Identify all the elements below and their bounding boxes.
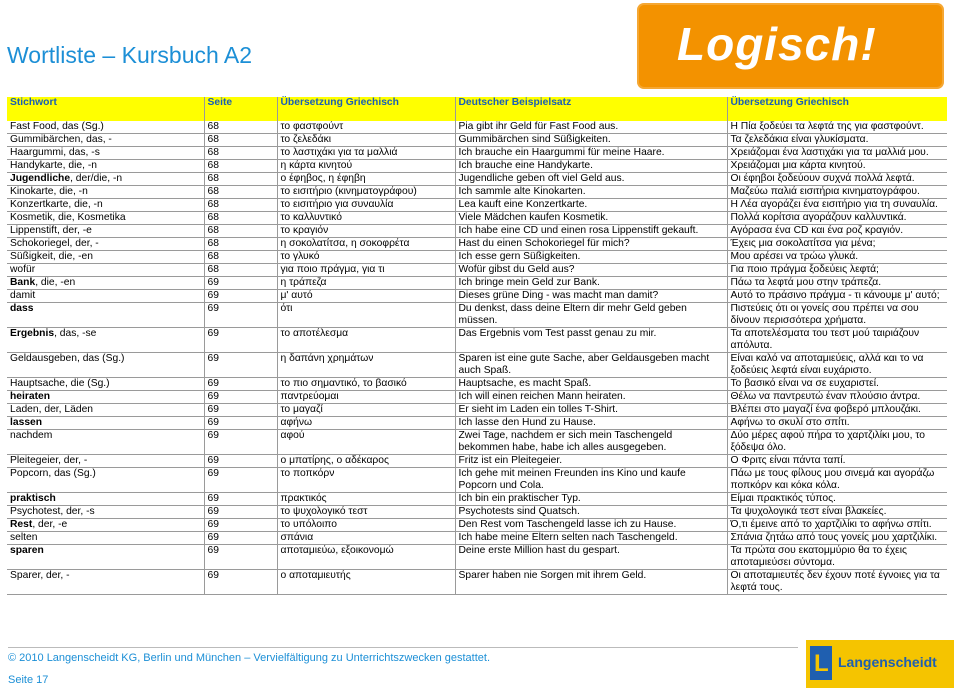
cell-satz-uebersetzung: Θέλω να παντρευτώ έναν πλούσιο άντρα.	[727, 391, 947, 404]
cell-seite: 69	[204, 455, 277, 468]
cell-stichwort	[7, 303, 204, 328]
cell-seite: 69	[204, 468, 277, 493]
cell-beispielsatz: Ich habe eine CD und einen rosa Lippenstift gekauft.	[455, 225, 727, 238]
cell-satz-uebersetzung: Βλέπει στο μαγαζί ένα φοβερό μπλουζάκι.	[727, 404, 947, 417]
table-row	[7, 173, 947, 186]
cell-satz-uebersetzung: Ο Φριτς είναι πάντα ταπί.	[727, 455, 947, 468]
cell-beispielsatz: Dieses grüne Ding - was macht man damit?	[455, 290, 727, 303]
cell-satz-uebersetzung: Χρειάζομαι μια κάρτα κινητού.	[727, 160, 947, 173]
cell-uebersetzung: για ποιο πράγμα, για τι	[277, 264, 455, 277]
cell-seite: 68	[204, 212, 277, 225]
cell-beispielsatz: Ich brauche eine Handykarte.	[455, 160, 727, 173]
cell-satz-uebersetzung: Οι έφηβοι ξοδεύουν συχνά πολλά λεφτά.	[727, 173, 947, 186]
cell-beispielsatz: Gummibärchen sind Süßigkeiten.	[455, 134, 727, 147]
cell-stichwort	[7, 455, 204, 468]
cell-beispielsatz: Viele Mädchen kaufen Kosmetik.	[455, 212, 727, 225]
cell-seite: 69	[204, 404, 277, 417]
table-row	[7, 430, 947, 455]
cell-beispielsatz: Ich sammle alte Kinokarten.	[455, 186, 727, 199]
cell-uebersetzung: ο μπατίρης, ο αδέκαρος	[277, 455, 455, 468]
cell-stichwort	[7, 391, 204, 404]
cell-uebersetzung: το ποπκόρν	[277, 468, 455, 493]
cell-seite: 68	[204, 225, 277, 238]
table-body	[7, 121, 947, 595]
cell-seite: 68	[204, 251, 277, 264]
cell-satz-uebersetzung: Τα ψυχολογικά τεστ είναι βλακείες.	[727, 506, 947, 519]
table-row	[7, 570, 947, 595]
cell-satz-uebersetzung: Είμαι πρακτικός τύπος.	[727, 493, 947, 506]
cell-uebersetzung: το φαστφούντ	[277, 121, 455, 134]
table-row	[7, 404, 947, 417]
cell-satz-uebersetzung: Οι αποταμιευτές δεν έχουν ποτέ έγνοιες για τα λεφτά τους.	[727, 570, 947, 595]
table-row	[7, 277, 947, 290]
table-row	[7, 519, 947, 532]
column-header-beispielsatz: Deutscher Beispielsatz	[455, 97, 727, 121]
keyword-grammar: Sparer, der, -	[10, 570, 70, 581]
cell-satz-uebersetzung: Πιστεύεις ότι οι γονείς σου πρέπει να σου δίνουν περισσότερα χρήματα.	[727, 303, 947, 328]
keyword-grammar: Laden, der, Läden	[10, 404, 94, 415]
cell-stichwort	[7, 277, 204, 290]
cell-uebersetzung: το κραγιόν	[277, 225, 455, 238]
cell-uebersetzung: το υπόλοιπο	[277, 519, 455, 532]
cell-beispielsatz: Ich lasse den Hund zu Hause.	[455, 417, 727, 430]
cell-stichwort	[7, 264, 204, 277]
cell-uebersetzung: πρακτικός	[277, 493, 455, 506]
cell-uebersetzung: το ζελεδάκι	[277, 134, 455, 147]
keyword-grammar: Psychotest, der, -s	[10, 506, 95, 517]
keyword-grammar: Kinokarte, die, -n	[10, 186, 88, 197]
cell-uebersetzung: η δαπάνη χρημάτων	[277, 353, 455, 378]
page-number: Seite 17	[8, 674, 49, 686]
table-header-row	[7, 97, 947, 121]
cell-stichwort	[7, 468, 204, 493]
cell-beispielsatz: Den Rest vom Taschengeld lasse ich zu Hause.	[455, 519, 727, 532]
cell-stichwort	[7, 532, 204, 545]
cell-satz-uebersetzung: Πολλά κορίτσια αγοράζουν καλλυντικά.	[727, 212, 947, 225]
keyword-grammar: wofür	[10, 264, 36, 275]
table-row	[7, 186, 947, 199]
keyword-grammar: Hauptsache, die (Sg.)	[10, 378, 110, 389]
cell-uebersetzung: το πιο σημαντικό, το βασικό	[277, 378, 455, 391]
cell-satz-uebersetzung: Το βασικό είναι να σε ευχαριστεί.	[727, 378, 947, 391]
page-title: Wortliste – Kursbuch A2	[7, 42, 253, 68]
table-row	[7, 506, 947, 519]
cell-stichwort	[7, 186, 204, 199]
table-row	[7, 532, 947, 545]
cell-beispielsatz: Ich bin ein praktischer Typ.	[455, 493, 727, 506]
cell-seite: 69	[204, 290, 277, 303]
cell-satz-uebersetzung: Σπάνια ζητάω από τους γονείς μου χαρτζιλίκι.	[727, 532, 947, 545]
cell-uebersetzung: το λαστιχάκι για τα μαλλιά	[277, 147, 455, 160]
cell-stichwort	[7, 160, 204, 173]
cell-beispielsatz: Deine erste Million hast du gespart.	[455, 545, 727, 570]
column-header-stichwort: Stichwort	[7, 97, 204, 121]
cell-beispielsatz: Ich bringe mein Geld zur Bank.	[455, 277, 727, 290]
cell-seite: 68	[204, 134, 277, 147]
cell-uebersetzung: παντρεύομαι	[277, 391, 455, 404]
column-header-uebersetzung: Übersetzung Griechisch	[277, 97, 455, 121]
cell-uebersetzung: ο έφηβος, η έφηβη	[277, 173, 455, 186]
cell-seite: 69	[204, 417, 277, 430]
cell-beispielsatz: Er sieht im Laden ein tolles T-Shirt.	[455, 404, 727, 417]
cell-stichwort	[7, 404, 204, 417]
cell-stichwort	[7, 417, 204, 430]
cell-satz-uebersetzung: Τα ζελεδάκια είναι γλυκίσματα.	[727, 134, 947, 147]
cell-uebersetzung: ο αποταμιευτής	[277, 570, 455, 595]
cell-uebersetzung: σπάνια	[277, 532, 455, 545]
table-row	[7, 290, 947, 303]
table-row	[7, 391, 947, 404]
cell-satz-uebersetzung: Έχεις μια σοκολατίτσα για μένα;	[727, 238, 947, 251]
cell-satz-uebersetzung: Η Πία ξοδεύει τα λεφτά της για φαστφούντ.	[727, 121, 947, 134]
table-row	[7, 238, 947, 251]
cell-beispielsatz: Lea kauft eine Konzertkarte.	[455, 199, 727, 212]
cell-seite: 68	[204, 121, 277, 134]
cell-uebersetzung: το ψυχολογικό τεστ	[277, 506, 455, 519]
cell-uebersetzung: το καλλυντικό	[277, 212, 455, 225]
table-row	[7, 225, 947, 238]
keyword-grammar: Haargummi, das, -s	[10, 147, 100, 158]
cell-seite: 69	[204, 353, 277, 378]
logo-text: Logisch!	[677, 18, 877, 70]
cell-satz-uebersetzung: Πάω τα λεφτά μου στην τράπεζα.	[727, 277, 947, 290]
cell-stichwort	[7, 378, 204, 391]
cell-satz-uebersetzung: Μου αρέσει να τρώω γλυκά.	[727, 251, 947, 264]
cell-beispielsatz: Ich esse gern Süßigkeiten.	[455, 251, 727, 264]
cell-beispielsatz: Fritz ist ein Pleitegeier.	[455, 455, 727, 468]
cell-satz-uebersetzung: Δύο μέρες αφού πήρα το χαρτζιλίκι μου, το ξόδεψα όλο.	[727, 430, 947, 455]
cell-uebersetzung: το μαγαζί	[277, 404, 455, 417]
cell-satz-uebersetzung: Είναι καλό να αποταμιεύεις, αλλά και το να ξοδεύεις λεφτά είναι ευχάριστο.	[727, 353, 947, 378]
cell-beispielsatz: Psychotests sind Quatsch.	[455, 506, 727, 519]
cell-beispielsatz: Ich habe meine Eltern selten nach Taschengeld.	[455, 532, 727, 545]
table-row	[7, 378, 947, 391]
keyword-bold: lassen	[10, 417, 43, 428]
cell-satz-uebersetzung: Αφήνω το σκυλί στο σπίτι.	[727, 417, 947, 430]
cell-satz-uebersetzung: Τα πρώτα σου εκατομμύριο θα το έχεις αποταμιεύσει σύντομα.	[727, 545, 947, 570]
keyword-grammar: , der/die, -n	[70, 173, 123, 184]
cell-uebersetzung: αφήνω	[277, 417, 455, 430]
cell-satz-uebersetzung: Χρειάζομαι ένα λαστιχάκι για τα μαλλιά μου.	[727, 147, 947, 160]
cell-stichwort	[7, 545, 204, 570]
cell-beispielsatz: Wofür gibst du Geld aus?	[455, 264, 727, 277]
keyword-bold: sparen	[10, 545, 44, 556]
cell-seite: 69	[204, 519, 277, 532]
langenscheidt-mark-icon	[810, 646, 832, 680]
keyword-grammar: Handykarte, die, -n	[10, 160, 97, 171]
cell-stichwort	[7, 493, 204, 506]
cell-seite: 69	[204, 506, 277, 519]
cell-uebersetzung: το γλυκό	[277, 251, 455, 264]
cell-stichwort	[7, 225, 204, 238]
cell-uebersetzung: αποταμιεύω, εξοικονομώ	[277, 545, 455, 570]
cell-seite: 68	[204, 186, 277, 199]
cell-stichwort	[7, 212, 204, 225]
cell-stichwort	[7, 121, 204, 134]
cell-seite: 68	[204, 173, 277, 186]
cell-satz-uebersetzung: Ό,τι έμεινε από το χαρτζιλίκι το αφήνω σπίτι.	[727, 519, 947, 532]
table-row	[7, 545, 947, 570]
keyword-grammar: , die, -en	[35, 277, 76, 288]
cell-stichwort	[7, 519, 204, 532]
copyright-notice: © 2010 Langenscheidt KG, Berlin und München – Vervielfältigung zu Unterrichtszwecken gestattet.	[8, 652, 490, 664]
table-row	[7, 160, 947, 173]
langenscheidt-logo	[806, 640, 954, 688]
keyword-grammar: Fast Food, das (Sg.)	[10, 121, 104, 132]
cell-stichwort	[7, 173, 204, 186]
logisch-logo	[637, 3, 944, 89]
cell-uebersetzung: η σοκολατίτσα, η σοκοφρέτα	[277, 238, 455, 251]
cell-uebersetzung: το εισιτήριο (κινηματογράφου)	[277, 186, 455, 199]
cell-beispielsatz: Pia gibt ihr Geld für Fast Food aus.	[455, 121, 727, 134]
cell-beispielsatz: Das Ergebnis vom Test passt genau zu mir.	[455, 328, 727, 353]
cell-stichwort	[7, 134, 204, 147]
cell-seite: 68	[204, 160, 277, 173]
cell-uebersetzung: η τράπεζα	[277, 277, 455, 290]
cell-seite: 69	[204, 303, 277, 328]
cell-seite: 68	[204, 199, 277, 212]
keyword-grammar: Geldausgeben, das (Sg.)	[10, 353, 125, 364]
keyword-grammar: nachdem	[10, 430, 53, 441]
table-row	[7, 468, 947, 493]
keyword-grammar: damit	[10, 290, 36, 301]
cell-satz-uebersetzung: Πάω με τους φίλους μου σινεμά και αγοράζω ποπκόρν και κόκα κόλα.	[727, 468, 947, 493]
cell-seite: 69	[204, 545, 277, 570]
cell-uebersetzung: το εισιτήριο για συναυλία	[277, 199, 455, 212]
cell-beispielsatz: Sparer haben nie Sorgen mit ihrem Geld.	[455, 570, 727, 595]
cell-beispielsatz: Ich brauche ein Haargummi für meine Haare.	[455, 147, 727, 160]
cell-seite: 69	[204, 328, 277, 353]
keyword-bold: heiraten	[10, 391, 51, 402]
cell-uebersetzung: το αποτέλεσμα	[277, 328, 455, 353]
table-row	[7, 199, 947, 212]
column-header-seite: Seite	[204, 97, 277, 121]
cell-seite: 68	[204, 238, 277, 251]
footer-divider	[8, 647, 798, 648]
cell-seite: 69	[204, 430, 277, 455]
cell-beispielsatz: Zwei Tage, nachdem er sich mein Taschengeld bekommen habe, habe ich alles ausgegeben.	[455, 430, 727, 455]
column-header-satz-uebersetzung: Übersetzung Griechisch	[727, 97, 947, 121]
keyword-grammar: Popcorn, das (Sg.)	[10, 468, 96, 479]
cell-seite: 69	[204, 378, 277, 391]
cell-satz-uebersetzung: Μαζεύω παλιά εισιτήρια κινηματογράφου.	[727, 186, 947, 199]
cell-satz-uebersetzung: Αγόρασα ένα CD και ένα ροζ κραγιόν.	[727, 225, 947, 238]
cell-seite: 69	[204, 532, 277, 545]
cell-beispielsatz: Sparen ist eine gute Sache, aber Geldausgeben macht auch Spaß.	[455, 353, 727, 378]
cell-stichwort	[7, 430, 204, 455]
keyword-grammar: Süßigkeit, die, -en	[10, 251, 93, 262]
table-row	[7, 264, 947, 277]
cell-stichwort	[7, 199, 204, 212]
cell-uebersetzung: ότι	[277, 303, 455, 328]
keyword-grammar: Lippenstift, der, -e	[10, 225, 92, 236]
cell-beispielsatz: Ich will einen reichen Mann heiraten.	[455, 391, 727, 404]
cell-uebersetzung: μ' αυτό	[277, 290, 455, 303]
table-row	[7, 251, 947, 264]
keyword-grammar: Gummibärchen, das, -	[10, 134, 112, 145]
cell-beispielsatz: Hauptsache, es macht Spaß.	[455, 378, 727, 391]
cell-stichwort	[7, 238, 204, 251]
brand-name: Langenscheidt	[838, 654, 937, 670]
cell-stichwort	[7, 147, 204, 160]
cell-beispielsatz: Hast du einen Schokoriegel für mich?	[455, 238, 727, 251]
keyword-grammar: , das, -se	[54, 328, 97, 339]
table-row	[7, 212, 947, 225]
cell-beispielsatz: Ich gehe mit meinen Freunden ins Kino und kaufe Popcorn und Cola.	[455, 468, 727, 493]
table-row	[7, 328, 947, 353]
vocabulary-table	[7, 97, 947, 595]
table-row	[7, 303, 947, 328]
cell-seite: 68	[204, 147, 277, 160]
table-row	[7, 455, 947, 468]
cell-beispielsatz: Du denkst, dass deine Eltern dir mehr Geld geben müssen.	[455, 303, 727, 328]
keyword-bold: dass	[10, 303, 34, 314]
table-row	[7, 147, 947, 160]
keyword-bold: praktisch	[10, 493, 56, 504]
cell-satz-uebersetzung: Τα αποτελέσματα του τεστ μού ταιριάζουν απόλυτα.	[727, 328, 947, 353]
table-row	[7, 134, 947, 147]
keyword-bold: Rest	[10, 519, 33, 530]
cell-uebersetzung: η κάρτα κινητού	[277, 160, 455, 173]
cell-stichwort	[7, 328, 204, 353]
keyword-grammar: , der, -e	[32, 519, 68, 530]
table-row	[7, 493, 947, 506]
cell-seite: 69	[204, 277, 277, 290]
cell-satz-uebersetzung: Αυτό το πράσινο πράγμα - τι κάνουμε μ' αυτό;	[727, 290, 947, 303]
cell-stichwort	[7, 251, 204, 264]
keyword-grammar: Schokoriegel, der, -	[10, 238, 99, 249]
keyword-grammar: Kosmetik, die, Kosmetika	[10, 212, 126, 223]
cell-stichwort	[7, 506, 204, 519]
cell-satz-uebersetzung: Για ποιο πράγμα ξοδεύεις λεφτά;	[727, 264, 947, 277]
cell-stichwort	[7, 290, 204, 303]
table-row	[7, 353, 947, 378]
cell-seite: 69	[204, 493, 277, 506]
keyword-grammar: Pleitegeier, der, -	[10, 455, 88, 466]
table-row	[7, 121, 947, 134]
cell-seite: 68	[204, 264, 277, 277]
table-row	[7, 417, 947, 430]
cell-beispielsatz: Jugendliche geben oft viel Geld aus.	[455, 173, 727, 186]
keyword-bold: Jugendliche	[10, 173, 71, 184]
keyword-grammar: Konzertkarte, die, -n	[10, 199, 103, 210]
cell-stichwort	[7, 570, 204, 595]
cell-satz-uebersetzung: Η Λέα αγοράζει ένα εισιτήριο για τη συναυλία.	[727, 199, 947, 212]
keyword-bold: Ergebnis	[10, 328, 55, 339]
cell-seite: 69	[204, 570, 277, 595]
cell-uebersetzung: αφού	[277, 430, 455, 455]
keyword-grammar: selten	[10, 532, 38, 543]
cell-stichwort	[7, 353, 204, 378]
cell-seite: 69	[204, 391, 277, 404]
keyword-bold: Bank	[10, 277, 36, 288]
